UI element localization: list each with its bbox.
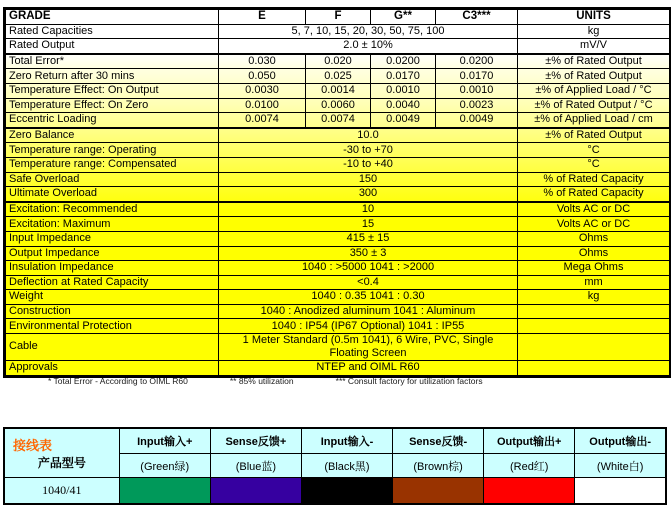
spec-row-label: Construction xyxy=(6,304,219,319)
spec-row-label: Weight xyxy=(6,290,219,305)
spec-row-label: Cable xyxy=(6,334,219,361)
spec-row-value: 0.0074 xyxy=(219,113,306,128)
spec-row-value: 1040 : Anodized aluminum 1041 : Aluminum xyxy=(219,304,518,319)
wire-header-row xyxy=(4,428,666,454)
footnote-utilization: ** 85% utilization xyxy=(229,376,294,386)
spec-row xyxy=(6,83,670,98)
spec-row-value: 10.0 xyxy=(219,128,518,143)
wire-color-name: (Blue蓝) xyxy=(210,454,301,478)
wire-color-name: (White白) xyxy=(575,454,666,478)
spec-row-value: 0.0040 xyxy=(371,98,436,113)
spec-row-label: Temperature range: Compensated xyxy=(6,157,219,172)
spec-row-label: Temperature range: Operating xyxy=(6,143,219,158)
wire-color-name: (Brown棕) xyxy=(393,454,484,478)
spec-row-value: 0.025 xyxy=(306,69,371,84)
col-header-f: F xyxy=(306,10,371,25)
spec-row xyxy=(6,202,670,217)
spec-row-units: ±% of Rated Output xyxy=(518,128,670,143)
spec-row-value: 1 Meter Standard (0.5m 1041), 6 Wire, PVC, Single Floating Screen xyxy=(219,334,518,361)
spec-row xyxy=(6,157,670,172)
spec-row-units: kg xyxy=(518,290,670,305)
spec-row xyxy=(6,290,670,305)
spec-row-units xyxy=(518,319,670,334)
spec-row-units: ±% of Rated Output xyxy=(518,69,670,84)
spec-row xyxy=(6,261,670,276)
spec-row-units: ±% of Applied Load / cm xyxy=(518,113,670,128)
spec-row xyxy=(6,361,670,376)
spec-row xyxy=(6,98,670,113)
spec-row-units: Volts AC or DC xyxy=(518,217,670,232)
spec-row xyxy=(6,334,670,361)
spec-row xyxy=(6,113,670,128)
spec-row-value: 1040 : 0.35 1041 : 0.30 xyxy=(219,290,518,305)
spec-header-row xyxy=(6,10,670,25)
spec-row-label: Output Impedance xyxy=(6,246,219,261)
spec-row-label: Rated Capacities xyxy=(6,24,219,39)
spec-row-value: 0.030 xyxy=(219,54,306,69)
spec-table xyxy=(3,7,671,378)
spec-row-value: 300 xyxy=(219,187,518,202)
spec-row-units: mV/V xyxy=(518,39,670,54)
wire-color-name: (Black黑) xyxy=(301,454,392,478)
spec-row xyxy=(6,275,670,290)
spec-row-value: -10 to +40 xyxy=(219,157,518,172)
col-header-g: G** xyxy=(371,10,436,25)
spec-row-label: Input Impedance xyxy=(6,231,219,246)
spec-row-value: 415 ± 15 xyxy=(219,231,518,246)
spec-row-value: 0.0060 xyxy=(306,98,371,113)
spec-row-units: ±% of Rated Output xyxy=(518,54,670,69)
wire-swatch-row xyxy=(4,478,666,505)
spec-row-value: 0.0100 xyxy=(219,98,306,113)
spec-row-value: 0.0049 xyxy=(436,113,518,128)
wire-signal-header: Output输出+ xyxy=(484,428,575,454)
spec-row-value: 5, 7, 10, 15, 20, 30, 50, 75, 100 xyxy=(219,24,518,39)
spec-row-value: 10 xyxy=(219,202,518,217)
spec-row-units: Ohms xyxy=(518,231,670,246)
wire-color-swatch xyxy=(484,478,575,505)
spec-row-label: Zero Return after 30 mins xyxy=(6,69,219,84)
spec-row xyxy=(6,172,670,187)
spec-row-label: Insulation Impedance xyxy=(6,261,219,276)
spec-row-units: kg xyxy=(518,24,670,39)
spec-row-units xyxy=(518,361,670,376)
wire-signal-header: Sense反馈- xyxy=(393,428,484,454)
wiring-table-title: 接线表 xyxy=(13,438,53,453)
spec-row-value: 150 xyxy=(219,172,518,187)
spec-row-label: Zero Balance xyxy=(6,128,219,143)
spec-row xyxy=(6,24,670,39)
spec-row-value: NTEP and OIML R60 xyxy=(219,361,518,376)
wire-signal-header: Sense反馈+ xyxy=(210,428,301,454)
spec-row-units: °C xyxy=(518,157,670,172)
footnote-consult-factory: *** Consult factory for utilization factors xyxy=(335,376,483,386)
wiring-title-cell xyxy=(4,428,119,478)
spec-row-value: 0.0074 xyxy=(306,113,371,128)
spec-row-value: 0.0170 xyxy=(436,69,518,84)
wire-color-swatch xyxy=(119,478,210,505)
col-header-e: E xyxy=(219,10,306,25)
spec-row-value: 0.0030 xyxy=(219,83,306,98)
spec-row xyxy=(6,217,670,232)
spec-row xyxy=(6,143,670,158)
wire-color-swatch xyxy=(301,478,392,505)
spec-row-value: 1040 : IP54 (IP67 Optional) 1041 : IP55 xyxy=(219,319,518,334)
spec-row-units xyxy=(518,304,670,319)
spec-row-value: 0.0170 xyxy=(371,69,436,84)
spec-row-value: 0.0010 xyxy=(436,83,518,98)
model-number: 1040/41 xyxy=(4,478,119,505)
spec-row-label: Total Error* xyxy=(6,54,219,69)
spec-row xyxy=(6,54,670,69)
wire-color-swatch xyxy=(210,478,301,505)
spec-row xyxy=(6,128,670,143)
spec-row-label: Temperature Effect: On Zero xyxy=(6,98,219,113)
spec-row-label: Rated Output xyxy=(6,39,219,54)
spec-row-value: 1040 : >5000 1041 : >2000 xyxy=(219,261,518,276)
spec-row-value: 0.0010 xyxy=(371,83,436,98)
spec-row-value: 350 ± 3 xyxy=(219,246,518,261)
spec-row-units: ±% of Rated Output / °C xyxy=(518,98,670,113)
spec-row-value: 0.050 xyxy=(219,69,306,84)
spec-row-label: Approvals xyxy=(6,361,219,376)
spec-row-label: Deflection at Rated Capacity xyxy=(6,275,219,290)
spec-row-units: % of Rated Capacity xyxy=(518,187,670,202)
col-header-c3: C3*** xyxy=(436,10,518,25)
spec-row-units: % of Rated Capacity xyxy=(518,172,670,187)
grade-header: GRADE xyxy=(6,10,219,25)
spec-row-units xyxy=(518,334,670,361)
spec-row-units: Ohms xyxy=(518,246,670,261)
spec-row-label: Excitation: Maximum xyxy=(6,217,219,232)
spec-row-units: mm xyxy=(518,275,670,290)
spec-row-value: 15 xyxy=(219,217,518,232)
spec-row xyxy=(6,39,670,54)
units-header: UNITS xyxy=(518,10,670,25)
wire-signal-header: Input输入+ xyxy=(119,428,210,454)
spec-row xyxy=(6,246,670,261)
spec-row-value: <0.4 xyxy=(219,275,518,290)
wire-signal-header: Input输入- xyxy=(301,428,392,454)
wire-color-swatch xyxy=(575,478,666,505)
footnote-total-error: * Total Error - According to OIML R60 xyxy=(48,376,188,386)
spec-row-label: Excitation: Recommended xyxy=(6,202,219,217)
spec-row xyxy=(6,187,670,202)
footnotes xyxy=(48,376,525,386)
spec-row-units: °C xyxy=(518,143,670,158)
spec-row-value: 0.0023 xyxy=(436,98,518,113)
spec-row-label: Eccentric Loading xyxy=(6,113,219,128)
spec-row-label: Environmental Protection xyxy=(6,319,219,334)
spec-row xyxy=(6,319,670,334)
spec-row-value: -30 to +70 xyxy=(219,143,518,158)
spec-row-label: Ultimate Overload xyxy=(6,187,219,202)
spec-row-value: 0.0200 xyxy=(436,54,518,69)
spec-row xyxy=(6,69,670,84)
wiring-table xyxy=(3,427,667,505)
spec-row-label: Safe Overload xyxy=(6,172,219,187)
spec-row-value: 2.0 ± 10% xyxy=(219,39,518,54)
wire-color-swatch xyxy=(393,478,484,505)
wire-color-name: (Red红) xyxy=(484,454,575,478)
spec-row-value: 0.0014 xyxy=(306,83,371,98)
spec-row-units: Volts AC or DC xyxy=(518,202,670,217)
spec-row-value: 0.0049 xyxy=(371,113,436,128)
spec-row-units: ±% of Applied Load / °C xyxy=(518,83,670,98)
spec-row-units: Mega Ohms xyxy=(518,261,670,276)
product-model-label: 产品型号 xyxy=(37,456,86,470)
spec-row-label: Temperature Effect: On Output xyxy=(6,83,219,98)
spec-row-value: 0.0200 xyxy=(371,54,436,69)
wire-signal-header: Output输出- xyxy=(575,428,666,454)
spec-row-value: 0.020 xyxy=(306,54,371,69)
wire-color-name: (Green绿) xyxy=(119,454,210,478)
spec-row xyxy=(6,231,670,246)
spec-row xyxy=(6,304,670,319)
